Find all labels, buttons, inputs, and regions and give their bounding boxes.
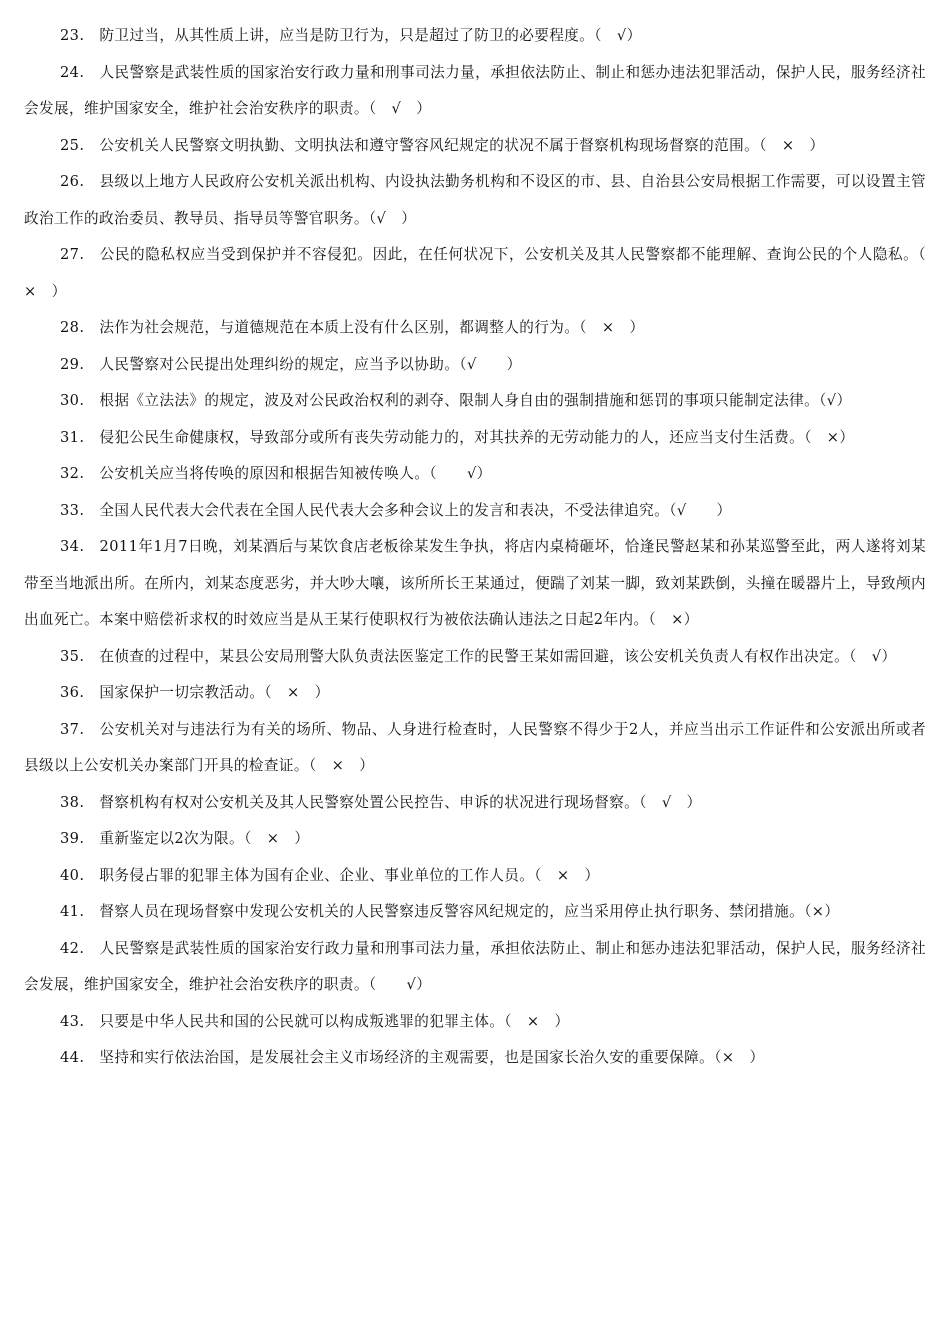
document-page (24, 18, 941, 1077)
question-37: 37. 公安机关对与违法行为有关的场所、物品、人身进行检查时，人民警察不得少于2人，并应当出示工作证件和公安派出所或者县级以上公安机关办案部门开具的检查证。（ × ） (24, 720, 926, 774)
question-28: 28. 法作为社会规范，与道德规范在本质上没有什么区别，都调整人的行为。（ × ） (60, 319, 645, 336)
question-35: 35. 在侦查的过程中，某县公安局刑警大队负责法医鉴定工作的民警王某如需回避，该公安机关负责人有权作出决定。（ √） (60, 647, 897, 665)
question-39: 39. 重新鉴定以2次为限。（ × ） (60, 830, 310, 847)
question-38: 38. 督察机构有权对公安机关及其人民警察处置公民控告、申诉的状况进行现场督察。（ √ ） (60, 793, 702, 811)
question-34: 34. 2011年1月7日晚，刘某酒后与某饮食店老板徐某发生争执，将店内桌椅砸坏，恰逢民警赵某和孙某巡警至此，两人遂将刘某带至当地派出所。在所内，刘某态度恶劣，并大吵大嚷，该所所长王某通过，便踹了刘某一脚，致刘某跌倒，头撞在暖器片上，导致颅内出血死亡。本案中赔偿祈求权的时效应当是从王某行使职权行为被依法确认违法之日起2年内。（ ×） (24, 538, 926, 628)
question-27: 27. 公民的隐私权应当受到保护并不容侵犯。因此，在任何状况下，公安机关及其人民警察都不能理解、查询公民的个人隐私。（ × ） (24, 246, 941, 300)
question-44: 44. 坚持和实行依法治国，是发展社会主义市场经济的主观需要，也是国家长治久安的重要保障。（× ） (60, 1049, 765, 1066)
question-23: 23. 防卫过当，从其性质上讲，应当是防卫行为，只是超过了防卫的必要程度。（ √） (60, 27, 642, 44)
question-31: 31. 侵犯公民生命健康权，导致部分或所有丧失劳动能力的，对其扶养的无劳动能力的人，还应当支付生活费。（ ×） (60, 428, 855, 446)
question-33: 33. 全国人民代表大会代表在全国人民代表大会多种会议上的发言和表决，不受法律追究。（√ ） (60, 501, 732, 519)
question-30: 30. 根据《立法法》的规定，波及对公民政治权利的剥夺、限制人身自由的强制措施和惩罚的事项只能制定法律。（√） (60, 392, 852, 409)
question-43: 43. 只要是中华人民共和国的公民就可以构成叛逃罪的犯罪主体。（ × ） (60, 1012, 570, 1030)
question-29: 29. 人民警察对公民提出处理纠纷的规定，应当予以协助。（√ ） (60, 355, 522, 373)
question-36: 36. 国家保护一切宗教活动。（ × ） (60, 684, 330, 701)
question-40: 40. 职务侵占罪的犯罪主体为国有企业、企业、事业单位的工作人员。（ × ） (60, 866, 600, 884)
question-32: 32. 公安机关应当将传唤的原因和根据告知被传唤人。（ √） (60, 465, 492, 482)
question-42: 42. 人民警察是武装性质的国家治安行政力量和刑事司法力量，承担依法防止、制止和惩办违法犯罪活动，保护人民，服务经济社会发展，维护国家安全，维护社会治安秩序的职责。（ √） (24, 939, 926, 993)
question-24: 24. 人民警察是武装性质的国家治安行政力量和刑事司法力量，承担依法防止、制止和惩办违法犯罪活动，保护人民，服务经济社会发展，维护国家安全，维护社会治安秩序的职责。（ √ ） (24, 63, 926, 117)
question-25: 25. 公安机关人民警察文明执勤、文明执法和遵守警容风纪规定的状况不属于督察机构现场督察的范围。（ × ） (60, 136, 825, 154)
question-41: 41. 督察人员在现场督察中发现公安机关的人民警察违反警容风纪规定的，应当采用停止执行职务、禁闭措施。（×） (60, 903, 840, 920)
question-26: 26. 县级以上地方人民政府公安机关派出机构、内设执法勤务机构和不设区的市、县、自治县公安局根据工作需要，可以设置主管政治工作的政治委员、教导员、指导员等警官职务。（√ ） (24, 173, 926, 227)
